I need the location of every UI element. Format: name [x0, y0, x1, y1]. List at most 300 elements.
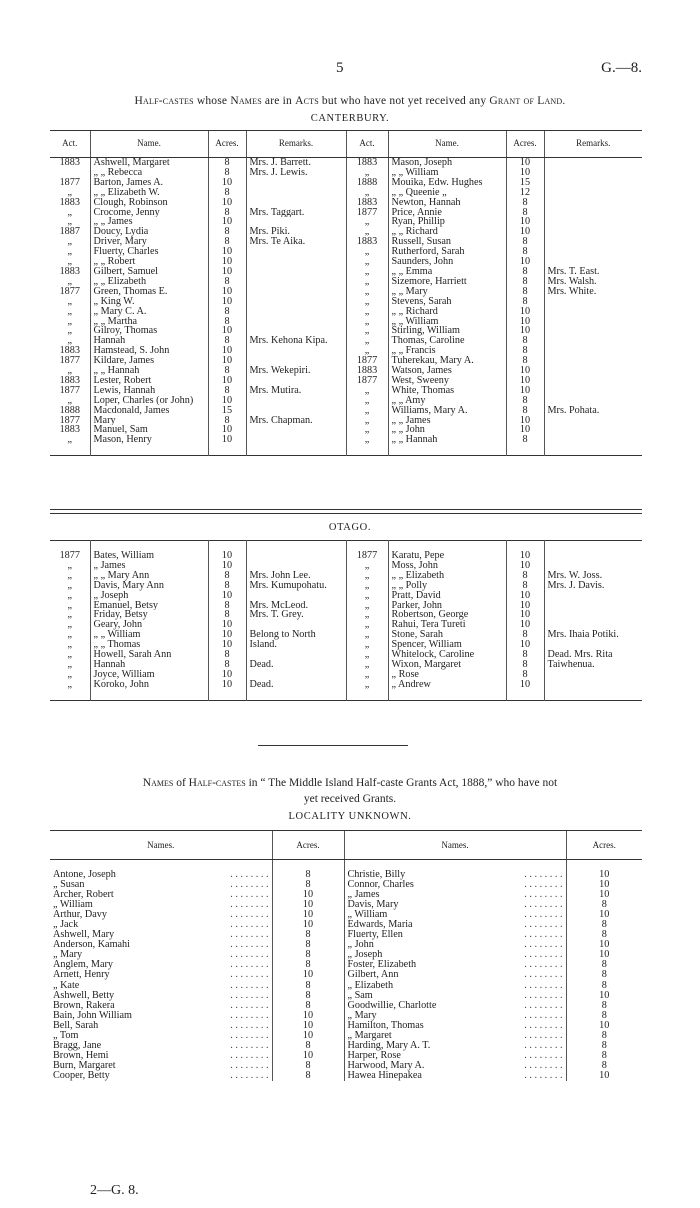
remarks-cell [544, 561, 642, 571]
col-header-remarks: Remarks. [544, 131, 642, 158]
name-cell [50, 910, 272, 920]
name-text: Ashwell, Betty [53, 990, 115, 1001]
acres-cell: 8 [566, 1051, 642, 1061]
table-row [50, 435, 642, 445]
acres-cell: 8 [208, 660, 246, 670]
acres-cell: 10 [208, 198, 246, 208]
remarks-cell [246, 591, 346, 601]
acres-cell: 8 [506, 346, 544, 356]
act-cell: 1877 [346, 376, 388, 386]
acres-cell: 10 [272, 1011, 344, 1021]
dot-leader: . . . . . . . . [524, 1040, 563, 1051]
name-text: Fluerty, Ellen [347, 930, 403, 941]
name-cell [50, 950, 272, 960]
table-row [50, 198, 642, 208]
act-cell: „ [346, 336, 388, 346]
act-cell: „ [346, 247, 388, 257]
title-part: Half-castes [188, 777, 246, 789]
name-cell: Mason, Henry [90, 435, 208, 445]
section2-title-line1 [0, 775, 700, 791]
acres-cell: 10 [566, 890, 642, 900]
name-cell [344, 981, 566, 991]
acres-cell: 8 [506, 198, 544, 208]
name-cell: „ „ Rebecca [90, 168, 208, 178]
name-text: „ William [347, 910, 388, 921]
name-cell [344, 910, 566, 920]
name-cell: Spencer, William [388, 640, 506, 650]
table-row [50, 346, 642, 356]
remarks-cell [246, 277, 346, 287]
acres-cell: 10 [208, 178, 246, 188]
name-text: Bragg, Jane [53, 1040, 102, 1051]
remarks-cell [246, 198, 346, 208]
name-cell: Emanuel, Betsy [90, 601, 208, 611]
acres-cell: 8 [506, 297, 544, 307]
acres-cell: 8 [272, 1061, 344, 1071]
acres-cell: 10 [208, 396, 246, 406]
acres-cell: 10 [208, 217, 246, 227]
name-cell: West, Sweeny [388, 376, 506, 386]
acres-cell: 8 [566, 1001, 642, 1011]
table-row [50, 920, 642, 930]
name-cell: „ „ Hannah [90, 366, 208, 376]
name-cell [344, 1071, 566, 1081]
remarks-cell [246, 425, 346, 435]
table-bottom-rule [50, 690, 642, 701]
table-row [50, 366, 642, 376]
name-cell: Gilroy, Thomas [90, 326, 208, 336]
col-header-act: Act. [50, 131, 90, 158]
remarks-cell [544, 670, 642, 680]
remarks-cell: Mrs. J. Lewis. [246, 168, 346, 178]
act-cell: 1887 [59, 227, 80, 238]
remarks-cell: Mrs. T. Grey. [246, 610, 346, 620]
acres-cell: 8 [506, 660, 544, 670]
name-cell: Tuherekau, Mary A. [388, 356, 506, 366]
table-row [50, 1041, 642, 1051]
remarks-cell [544, 376, 642, 386]
acres-cell: 8 [208, 307, 246, 317]
acres-cell: 10 [506, 227, 544, 237]
name-cell: „ „ William [90, 630, 208, 640]
name-cell [344, 950, 566, 960]
act-cell: „ [346, 650, 388, 660]
name-cell [344, 1051, 566, 1061]
name-cell: „ „ John [388, 425, 506, 435]
name-text: „ Susan [53, 880, 85, 891]
name-cell: Moss, John [388, 561, 506, 571]
table-row [50, 326, 642, 336]
name-cell: Mouika, Edw. Hughes [388, 178, 506, 188]
acres-cell: 10 [506, 307, 544, 317]
table-row [50, 680, 642, 690]
act-cell: „ [67, 679, 73, 690]
title-part: . [562, 95, 566, 107]
name-cell: „ „ Francis [388, 346, 506, 356]
remarks-cell [544, 425, 642, 435]
acres-cell: 8 [566, 960, 642, 970]
act-cell: 1883 [346, 237, 388, 247]
acres-cell: 8 [208, 416, 246, 426]
acres-cell: 10 [272, 970, 344, 980]
act-cell: 1883 [346, 198, 388, 208]
name-cell [50, 890, 272, 900]
acres-cell: 8 [272, 1001, 344, 1011]
canterbury-table [50, 130, 642, 456]
act-cell: „ [346, 591, 388, 601]
remarks-cell [544, 307, 642, 317]
acres-cell: 10 [506, 610, 544, 620]
table-row [50, 376, 642, 386]
table-row [50, 356, 642, 366]
act-cell: „ [346, 217, 388, 227]
act-cell: „ [346, 660, 388, 670]
act-cell: 1877 [346, 551, 388, 561]
acres-cell: 10 [566, 940, 642, 950]
name-cell [50, 960, 272, 970]
remarks-cell [246, 551, 346, 561]
name-text: Antone, Joseph [53, 870, 116, 880]
acres-cell: 8 [272, 940, 344, 950]
table-row [50, 880, 642, 890]
act-cell: 1888 [346, 178, 388, 188]
remarks-cell [246, 307, 346, 317]
act-cell: 1883 [59, 157, 80, 168]
act-cell: „ [346, 386, 388, 396]
table-row [50, 178, 642, 188]
acres-cell: 8 [506, 650, 544, 660]
name-text: Brown, Rakera [53, 1000, 115, 1011]
table-row [50, 247, 642, 257]
name-cell: „ „ Polly [388, 581, 506, 591]
dot-leader: . . . . . . . . [230, 910, 269, 921]
act-cell: „ [67, 620, 73, 631]
acres-cell: 8 [208, 366, 246, 376]
act-cell: „ [346, 406, 388, 416]
acres-cell: 10 [506, 640, 544, 650]
col-header-remarks: Remarks. [246, 131, 346, 158]
dot-leader: . . . . . . . . [524, 1030, 563, 1041]
table-row [50, 287, 642, 297]
dot-leader: . . . . . . . . [524, 940, 563, 951]
act-cell: „ [346, 620, 388, 630]
name-cell [50, 1001, 272, 1011]
table-row [50, 425, 642, 435]
remarks-cell [246, 317, 346, 327]
name-cell: „ Joseph [90, 591, 208, 601]
acres-cell: 10 [506, 376, 544, 386]
acres-cell: 8 [566, 1061, 642, 1071]
act-cell: „ [67, 570, 73, 581]
act-cell: 1883 [59, 425, 80, 436]
acres-cell: 10 [506, 551, 544, 561]
remarks-cell: Mrs. J. Barrett. [246, 158, 346, 168]
table-row [50, 991, 642, 1001]
name-text: Hawea Hinepakea [347, 1070, 422, 1081]
act-cell: „ [67, 560, 73, 571]
table-row [50, 561, 642, 571]
acres-cell: 10 [208, 630, 246, 640]
acres-cell: 10 [272, 1051, 344, 1061]
acres-cell: 10 [208, 297, 246, 307]
remarks-cell [544, 610, 642, 620]
remarks-cell [544, 227, 642, 237]
name-text: „ Mary [347, 1010, 377, 1021]
name-cell [344, 1031, 566, 1041]
acres-cell: 10 [506, 591, 544, 601]
title-part: Half-castes [134, 95, 194, 107]
name-cell: „ „ James [90, 217, 208, 227]
table-row [50, 930, 642, 940]
dot-leader: . . . . . . . . [524, 930, 563, 941]
remarks-cell [246, 247, 346, 257]
acres-cell: 8 [566, 920, 642, 930]
name-cell: „ „ Martha [90, 317, 208, 327]
acres-cell: 8 [506, 208, 544, 218]
name-cell [50, 1021, 272, 1031]
name-text: „ John [347, 940, 374, 951]
acres-cell: 15 [506, 178, 544, 188]
acres-cell: 8 [208, 601, 246, 611]
name-cell [50, 970, 272, 980]
act-cell: „ [67, 207, 73, 218]
acres-cell: 10 [566, 950, 642, 960]
remarks-cell [246, 356, 346, 366]
name-cell: Stevens, Sarah [388, 297, 506, 307]
name-cell: Price, Annie [388, 208, 506, 218]
name-cell: Robertson, George [388, 610, 506, 620]
acres-cell: 10 [208, 346, 246, 356]
act-cell: „ [67, 316, 73, 327]
remarks-cell: Mrs. Walsh. [544, 277, 642, 287]
remarks-cell [544, 317, 642, 327]
name-cell: „ „ James [388, 416, 506, 426]
acres-cell: 8 [208, 158, 246, 168]
col-header-names: Names. [50, 831, 272, 860]
name-cell [344, 880, 566, 890]
act-cell: „ [67, 669, 73, 680]
act-cell: „ [67, 326, 73, 337]
name-cell: Sizemore, Harriett [388, 277, 506, 287]
remarks-cell [246, 670, 346, 680]
acres-cell: 8 [272, 880, 344, 890]
col-header-acres: Acres. [272, 831, 344, 860]
name-cell: Doucy, Lydia [90, 227, 208, 237]
table-row [50, 158, 642, 168]
act-cell: „ [67, 187, 73, 198]
acres-cell: 8 [272, 1041, 344, 1051]
name-cell [344, 870, 566, 880]
name-text: Archer, Robert [53, 890, 114, 901]
act-cell: „ [346, 346, 388, 356]
title-part: are in [261, 95, 296, 107]
remarks-cell [246, 346, 346, 356]
acres-cell: 10 [566, 870, 642, 880]
dot-leader: . . . . . . . . [524, 900, 563, 911]
acres-cell: 10 [506, 561, 544, 571]
locality-heading: LOCALITY UNKNOWN. [288, 811, 412, 822]
remarks-cell: Mrs. Pohata. [544, 406, 642, 416]
acres-cell: 10 [272, 920, 344, 930]
acres-cell: 8 [208, 237, 246, 247]
dot-leader: . . . . . . . . [230, 920, 269, 931]
acres-cell: 8 [208, 650, 246, 660]
name-cell: Williams, Mary A. [388, 406, 506, 416]
acres-cell: 10 [208, 425, 246, 435]
acres-cell: 8 [506, 406, 544, 416]
name-text: „ William [53, 900, 93, 911]
acres-cell: 8 [506, 435, 544, 445]
acres-cell: 10 [506, 620, 544, 630]
remarks-cell [246, 620, 346, 630]
acres-cell: 10 [208, 247, 246, 257]
name-text: Connor, Charles [347, 880, 414, 891]
act-cell: „ [346, 581, 388, 591]
acres-cell: 10 [566, 1021, 642, 1031]
name-cell [344, 890, 566, 900]
table-header-row [50, 831, 642, 860]
name-cell: Newton, Hannah [388, 198, 506, 208]
acres-cell: 10 [566, 1071, 642, 1081]
name-cell: Geary, John [90, 620, 208, 630]
acres-cell: 8 [272, 991, 344, 1001]
name-cell: Russell, Susan [388, 237, 506, 247]
dot-leader: . . . . . . . . [230, 890, 269, 901]
table-top-rule [50, 541, 642, 552]
remarks-cell [544, 366, 642, 376]
acres-cell: 10 [566, 910, 642, 920]
table-row [50, 870, 642, 880]
remarks-cell: Taiwhenua. [544, 660, 642, 670]
name-cell: „ „ William [388, 168, 506, 178]
remarks-cell: Belong to North [246, 630, 346, 640]
remarks-cell [544, 591, 642, 601]
otago-table [50, 540, 642, 701]
acres-cell: 10 [506, 326, 544, 336]
act-cell: „ [346, 396, 388, 406]
name-text: Harding, Mary A. T. [347, 1040, 431, 1051]
acres-cell: 10 [506, 386, 544, 396]
act-cell: 1883 [59, 266, 80, 277]
name-text: Anglem, Mary [53, 960, 113, 971]
act-cell: „ [67, 630, 73, 641]
remarks-cell [544, 680, 642, 690]
acres-cell: 8 [208, 581, 246, 591]
dot-leader: . . . . . . . . [230, 1030, 269, 1041]
name-text: „ Tom [53, 1030, 79, 1041]
act-cell: „ [346, 317, 388, 327]
acres-cell: 10 [506, 416, 544, 426]
remarks-cell: Dead. [246, 680, 346, 690]
acres-cell: 10 [506, 680, 544, 690]
canterbury-heading: CANTERBURY. [310, 113, 390, 124]
acres-cell: 8 [272, 870, 344, 880]
name-cell: Barton, James A. [90, 178, 208, 188]
name-text: „ Kate [53, 980, 80, 991]
name-cell: „ „ Richard [388, 227, 506, 237]
name-cell: „ „ Richard [388, 307, 506, 317]
table-row [50, 208, 642, 218]
remarks-cell [544, 601, 642, 611]
name-cell [344, 1011, 566, 1021]
acres-cell: 10 [506, 601, 544, 611]
acres-cell: 10 [208, 561, 246, 571]
remarks-cell [246, 376, 346, 386]
act-cell: „ [67, 395, 73, 406]
name-cell: Green, Thomas E. [90, 287, 208, 297]
table-row [50, 1061, 642, 1071]
name-text: „ Jack [53, 920, 79, 931]
dot-leader: . . . . . . . . [524, 910, 563, 921]
act-cell: „ [346, 188, 388, 198]
table-row [50, 650, 642, 660]
name-cell [50, 880, 272, 890]
acres-cell: 10 [208, 551, 246, 561]
name-cell: Parker, John [388, 601, 506, 611]
act-cell: 1877 [59, 177, 80, 188]
name-cell: Ashwell, Margaret [90, 158, 208, 168]
act-cell: „ [67, 247, 73, 258]
table-row [50, 227, 642, 237]
acres-cell: 8 [272, 960, 344, 970]
act-cell: „ [346, 435, 388, 445]
remarks-cell [246, 287, 346, 297]
name-cell: „ „ Robert [90, 257, 208, 267]
name-cell: Lester, Robert [90, 376, 208, 386]
dot-leader: . . . . . . . . [524, 1070, 563, 1081]
name-text: Christie, Billy [347, 870, 406, 880]
act-cell: 1883 [59, 375, 80, 386]
name-cell [344, 991, 566, 1001]
remarks-cell [544, 326, 642, 336]
name-text: „ Elizabeth [347, 980, 394, 991]
acres-cell: 10 [208, 620, 246, 630]
act-cell: 1883 [59, 346, 80, 357]
act-cell: 1877 [59, 356, 80, 367]
act-cell: „ [67, 237, 73, 248]
acres-cell: 12 [506, 188, 544, 198]
name-cell [50, 940, 272, 950]
table-row [50, 581, 642, 591]
acres-cell: 8 [208, 188, 246, 198]
table-row [50, 890, 642, 900]
remarks-cell: Mrs. Kehona Kipa. [246, 336, 346, 346]
dot-leader: . . . . . . . . [524, 1010, 563, 1021]
acres-cell: 10 [506, 158, 544, 168]
acres-cell: 10 [208, 640, 246, 650]
remarks-cell: Mrs. Taggart. [246, 208, 346, 218]
table-row [50, 307, 642, 317]
name-cell [344, 960, 566, 970]
act-cell: 1883 [59, 197, 80, 208]
acres-cell: 8 [506, 247, 544, 257]
name-cell: „ King W. [90, 297, 208, 307]
table-row [50, 551, 642, 561]
name-cell: Gilbert, Samuel [90, 267, 208, 277]
col-header-names: Names. [344, 831, 566, 860]
table-row [50, 336, 642, 346]
acres-cell: 10 [208, 680, 246, 690]
dot-leader: . . . . . . . . [524, 1000, 563, 1011]
remarks-cell [246, 326, 346, 336]
name-text: Arnett, Henry [53, 970, 110, 981]
acres-cell: 8 [272, 930, 344, 940]
act-cell: „ [67, 600, 73, 611]
remarks-cell: Mrs. T. East. [544, 267, 642, 277]
name-cell: „ Mary C. A. [90, 307, 208, 317]
act-cell: „ [346, 326, 388, 336]
name-cell [50, 1071, 272, 1081]
